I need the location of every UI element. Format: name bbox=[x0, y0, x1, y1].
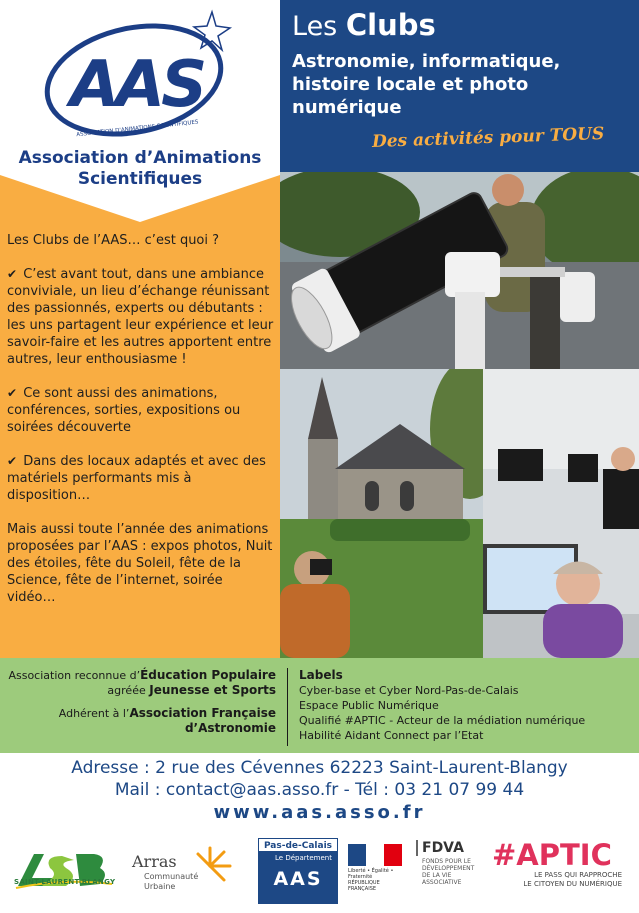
intro-text bbox=[7, 232, 275, 623]
aas-logo bbox=[36, 8, 236, 148]
intro-check-2: ✔ Ce sont aussi des animations, conférences, sorties, expositions ou soirées découverte bbox=[7, 386, 241, 435]
label-item: Espace Public Numérique bbox=[299, 699, 439, 712]
check-icon: ✔ bbox=[7, 386, 18, 400]
band-divider bbox=[287, 668, 288, 746]
logo-caption: ASSOCIATION D'ANIMATIONS SCIENTIFIQUES bbox=[76, 119, 199, 139]
fdva-logo: FDVA FONDS POUR LE DÉVELOPPEMENT DE LA VIE ASSOCIATIVE bbox=[416, 840, 484, 886]
website-link[interactable]: www.aas.asso.fr bbox=[213, 802, 426, 823]
flag-icon bbox=[348, 844, 402, 866]
label-item: Qualifié #APTIC - Acteur de la médiation numérique bbox=[299, 714, 586, 727]
photo-telescope bbox=[280, 172, 639, 369]
header-title: Les Clubs bbox=[292, 8, 436, 42]
recognition-band bbox=[0, 658, 639, 753]
intro-check-1: ✔ C’est avant tout, dans une ambiance conviviale, un lieu d’échange réunissant des passionnés, experts ou débutants : les uns partagent leur expérience et leur savoir-faire et les autres apportent entre autres, leur enthousiasme ! bbox=[7, 267, 274, 367]
arras-name: Arras bbox=[132, 852, 177, 871]
contact-info bbox=[0, 757, 639, 801]
address: Adresse : 2 rue des Cévennes 62223 Saint-Laurent-Blangy bbox=[71, 758, 568, 778]
arras-sub: Communauté Urbaine bbox=[144, 872, 199, 891]
intro-question: Les Clubs de l’AAS… c’est quoi ? bbox=[7, 233, 220, 248]
recognition-info: Association reconnue d’Éducation Populaire agréée Jeunesse et Sports Adhérent à l’Association Française d’Astronomie bbox=[8, 668, 276, 735]
intro-also: Mais aussi toute l’année des animations proposées par l’AAS : expos photos, Nuit des étoiles, fête du Soleil, fête de la Science, fête de l’internet, soirée vidéo… bbox=[7, 522, 273, 605]
check-icon: ✔ bbox=[7, 454, 18, 468]
intro-check-3: ✔ Dans des locaux adaptés et avec des matériels performants mis à disposition… bbox=[7, 454, 266, 503]
check-icon: ✔ bbox=[7, 267, 18, 281]
mail-tel: Mail : contact@aas.asso.fr - Tél : 03 21 07 99 44 bbox=[114, 780, 525, 800]
labels-title: Labels bbox=[299, 668, 343, 682]
aptic-logo: #APTIC LE PASS QUI RAPPROCHE LE CITOYEN DU NUMÉRIQUE bbox=[492, 838, 622, 888]
lsb-logo bbox=[14, 844, 114, 896]
partner-logos bbox=[0, 832, 639, 913]
republique-francaise-logo: Liberté • Égalité • Fraternité RÉPUBLIQUE FRANÇAISE bbox=[348, 844, 404, 892]
pas-de-calais-logo: Pas-de-Calais Le Département AAS bbox=[258, 838, 338, 904]
header-panel bbox=[280, 0, 639, 172]
label-item: Habilité Aidant Connect par l’Etat bbox=[299, 729, 484, 742]
header-tagline: Des activités pour TOUS bbox=[371, 123, 605, 153]
label-item: Cyber-base et Cyber Nord-Pas-de-Calais bbox=[299, 684, 519, 697]
labels-list bbox=[299, 668, 635, 743]
photo-computers bbox=[483, 369, 639, 658]
logo-acronym: AAS bbox=[70, 48, 204, 122]
header-subtitle: Astronomie, informatique, histoire locale et photo numérique bbox=[292, 51, 561, 118]
association-name: Association d’Animations Scientifiques bbox=[18, 148, 262, 189]
photo-church bbox=[280, 369, 483, 658]
lsb-name: SAINT-LAURENT-BLANGY bbox=[14, 878, 116, 886]
